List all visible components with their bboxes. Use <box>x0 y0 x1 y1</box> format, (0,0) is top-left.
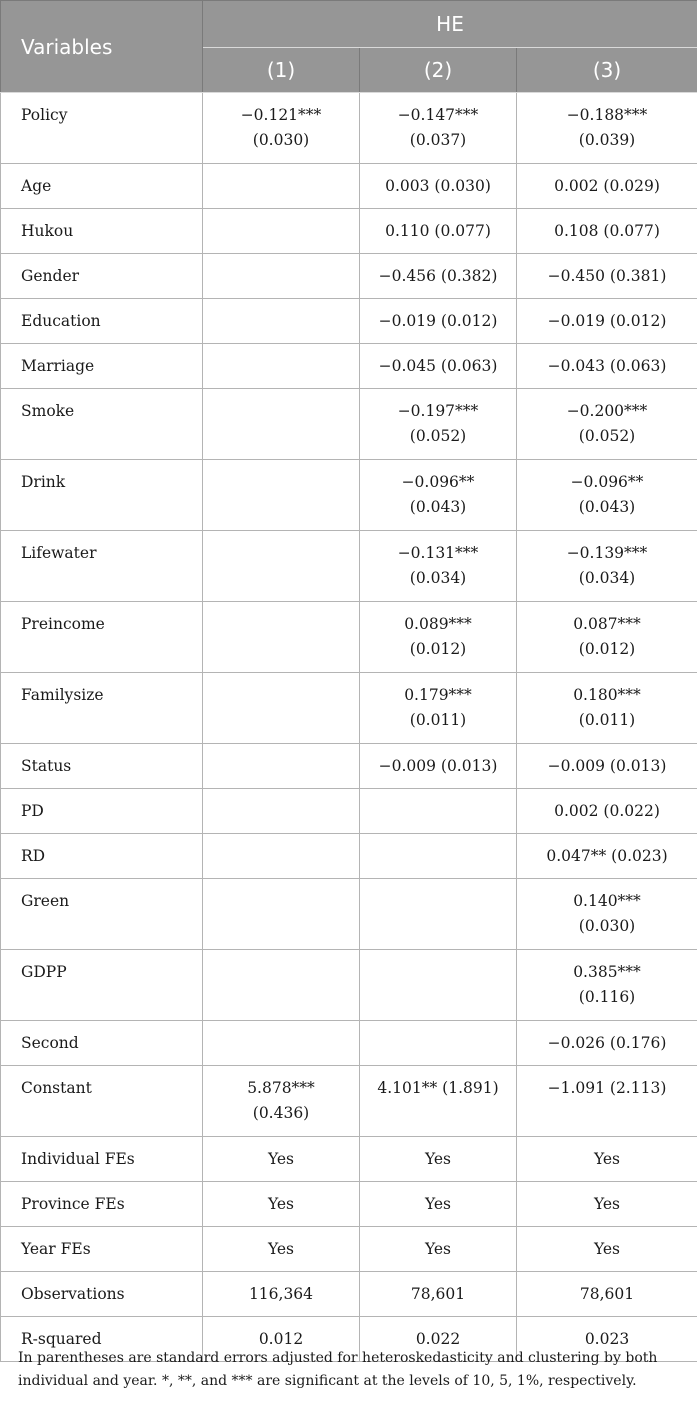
coefficient-cell-1: Yes <box>203 1227 360 1272</box>
table-row <box>1 1227 697 1272</box>
variable-name: Green <box>1 879 203 950</box>
coefficient-cell-1: Yes <box>203 1182 360 1227</box>
variable-name: Marriage <box>1 344 203 389</box>
variable-name: PD <box>1 789 203 834</box>
variable-name: Second <box>1 1021 203 1066</box>
variable-name: Province FEs <box>1 1182 203 1227</box>
variable-name: Smoke <box>1 389 203 460</box>
variable-name: Status <box>1 744 203 789</box>
variable-name: Drink <box>1 460 203 531</box>
coefficient-cell-1 <box>203 673 360 744</box>
coefficient-cell-1: 5.878*** (0.436) <box>203 1066 360 1137</box>
coefficient-cell-1 <box>203 209 360 254</box>
variable-name: Gender <box>1 254 203 299</box>
coefficient-cell-3: 0.180*** (0.011) <box>517 673 697 744</box>
coefficient-cell-2 <box>360 1021 517 1066</box>
variable-name: Individual FEs <box>1 1137 203 1182</box>
coefficient-cell-2: 78,601 <box>360 1272 517 1317</box>
table-row <box>1 1272 697 1317</box>
coefficient-cell-1: 116,364 <box>203 1272 360 1317</box>
table-row <box>1 254 697 299</box>
coefficient-cell-3: Yes <box>517 1137 697 1182</box>
coefficient-cell-1: Yes <box>203 1137 360 1182</box>
coefficient-cell-1 <box>203 744 360 789</box>
coefficient-cell-3: −0.188*** (0.039) <box>517 93 697 164</box>
coefficient-cell-1 <box>203 834 360 879</box>
variable-name: R-squared <box>1 1317 203 1362</box>
variable-name: Hukou <box>1 209 203 254</box>
variable-name: Familysize <box>1 673 203 744</box>
table-row <box>1 93 697 164</box>
coefficient-cell-1 <box>203 879 360 950</box>
coefficient-cell-1 <box>203 254 360 299</box>
coefficient-cell-3: 78,601 <box>517 1272 697 1317</box>
coefficient-cell-3: 0.002 (0.022) <box>517 789 697 834</box>
table-row <box>1 789 697 834</box>
coefficient-cell-2: −0.147*** (0.037) <box>360 93 517 164</box>
coefficient-cell-2: 0.110 (0.077) <box>360 209 517 254</box>
table-row <box>1 950 697 1021</box>
coefficient-cell-2: −0.456 (0.382) <box>360 254 517 299</box>
coefficient-cell-3: Yes <box>517 1227 697 1272</box>
coefficient-cell-2: −0.197*** (0.052) <box>360 389 517 460</box>
table-row <box>1 1137 697 1182</box>
table-row <box>1 1066 697 1137</box>
coefficient-cell-3: −0.026 (0.176) <box>517 1021 697 1066</box>
table-row <box>1 1021 697 1066</box>
coefficient-cell-1 <box>203 299 360 344</box>
coefficient-cell-3: Yes <box>517 1182 697 1227</box>
coefficient-cell-2: 0.089*** (0.012) <box>360 602 517 673</box>
coefficient-cell-1: −0.121*** (0.030) <box>203 93 360 164</box>
column-header-3: (3) <box>517 48 697 93</box>
coefficient-cell-3: −0.200*** (0.052) <box>517 389 697 460</box>
coefficient-cell-1 <box>203 389 360 460</box>
variable-name: GDPP <box>1 950 203 1021</box>
table-row <box>1 744 697 789</box>
table-row <box>1 879 697 950</box>
table-footnote: In parentheses are standard errors adjusted for heteroskedasticity and clustering by both individual and year. *, **, and *** are significant at the levels of 10, 5, 1%, respectively. <box>18 1350 658 1389</box>
column-header-1: (1) <box>203 48 360 93</box>
variable-name: RD <box>1 834 203 879</box>
coefficient-cell-1 <box>203 789 360 834</box>
coefficient-cell-2: 4.101** (1.891) <box>360 1066 517 1137</box>
table-body <box>1 93 697 1362</box>
coefficient-cell-2 <box>360 879 517 950</box>
coefficient-cell-3: 0.047** (0.023) <box>517 834 697 879</box>
variable-name: Observations <box>1 1272 203 1317</box>
column-header-2: (2) <box>360 48 517 93</box>
coefficient-cell-3: 0.385*** (0.116) <box>517 950 697 1021</box>
coefficient-cell-3: 0.087*** (0.012) <box>517 602 697 673</box>
coefficient-cell-3: −0.043 (0.063) <box>517 344 697 389</box>
variable-name: Year FEs <box>1 1227 203 1272</box>
coefficient-cell-2: −0.009 (0.013) <box>360 744 517 789</box>
table-row <box>1 531 697 602</box>
coefficient-cell-2 <box>360 950 517 1021</box>
table-row <box>1 1182 697 1227</box>
coefficient-cell-3: 0.140*** (0.030) <box>517 879 697 950</box>
coefficient-cell-2: −0.045 (0.063) <box>360 344 517 389</box>
variable-name: Policy <box>1 93 203 164</box>
table-header <box>1 1 697 93</box>
coefficient-cell-2: −0.019 (0.012) <box>360 299 517 344</box>
table-row <box>1 673 697 744</box>
table-row <box>1 209 697 254</box>
variable-name: Education <box>1 299 203 344</box>
table-row <box>1 164 697 209</box>
table-row <box>1 602 697 673</box>
coefficient-cell-2 <box>360 789 517 834</box>
coefficient-cell-2: 0.003 (0.030) <box>360 164 517 209</box>
coefficient-cell-3: −0.139*** (0.034) <box>517 531 697 602</box>
coefficient-cell-1: 0.012 <box>203 1317 360 1362</box>
table-row <box>1 834 697 879</box>
coefficient-cell-2: Yes <box>360 1137 517 1182</box>
coefficient-cell-3: −0.096** (0.043) <box>517 460 697 531</box>
variable-name: Lifewater <box>1 531 203 602</box>
coefficient-cell-1 <box>203 950 360 1021</box>
coefficient-cell-2: −0.131*** (0.034) <box>360 531 517 602</box>
coefficient-cell-1 <box>203 531 360 602</box>
variable-name: Age <box>1 164 203 209</box>
he-group-header: HE <box>203 1 697 48</box>
coefficient-cell-1 <box>203 602 360 673</box>
coefficient-cell-1 <box>203 164 360 209</box>
coefficient-cell-1 <box>203 344 360 389</box>
coefficient-cell-3: 0.108 (0.077) <box>517 209 697 254</box>
coefficient-cell-2 <box>360 834 517 879</box>
variable-name: Constant <box>1 1066 203 1137</box>
coefficient-cell-2: 0.022 <box>360 1317 517 1362</box>
table-row <box>1 389 697 460</box>
coefficient-cell-3: −0.009 (0.013) <box>517 744 697 789</box>
coefficient-cell-3: −1.091 (2.113) <box>517 1066 697 1137</box>
coefficient-cell-1 <box>203 460 360 531</box>
coefficient-cell-2: Yes <box>360 1182 517 1227</box>
table-row <box>1 344 697 389</box>
coefficient-cell-3: 0.023 <box>517 1317 697 1362</box>
coefficient-cell-2: Yes <box>360 1227 517 1272</box>
coefficient-cell-3: −0.450 (0.381) <box>517 254 697 299</box>
table-row <box>1 299 697 344</box>
coefficient-cell-2: −0.096** (0.043) <box>360 460 517 531</box>
variable-name: Preincome <box>1 602 203 673</box>
coefficient-cell-2: 0.179*** (0.011) <box>360 673 517 744</box>
coefficient-cell-3: −0.019 (0.012) <box>517 299 697 344</box>
coefficient-cell-3: 0.002 (0.029) <box>517 164 697 209</box>
variables-header: Variables <box>1 1 203 93</box>
table-row <box>1 460 697 531</box>
coefficient-cell-1 <box>203 1021 360 1066</box>
